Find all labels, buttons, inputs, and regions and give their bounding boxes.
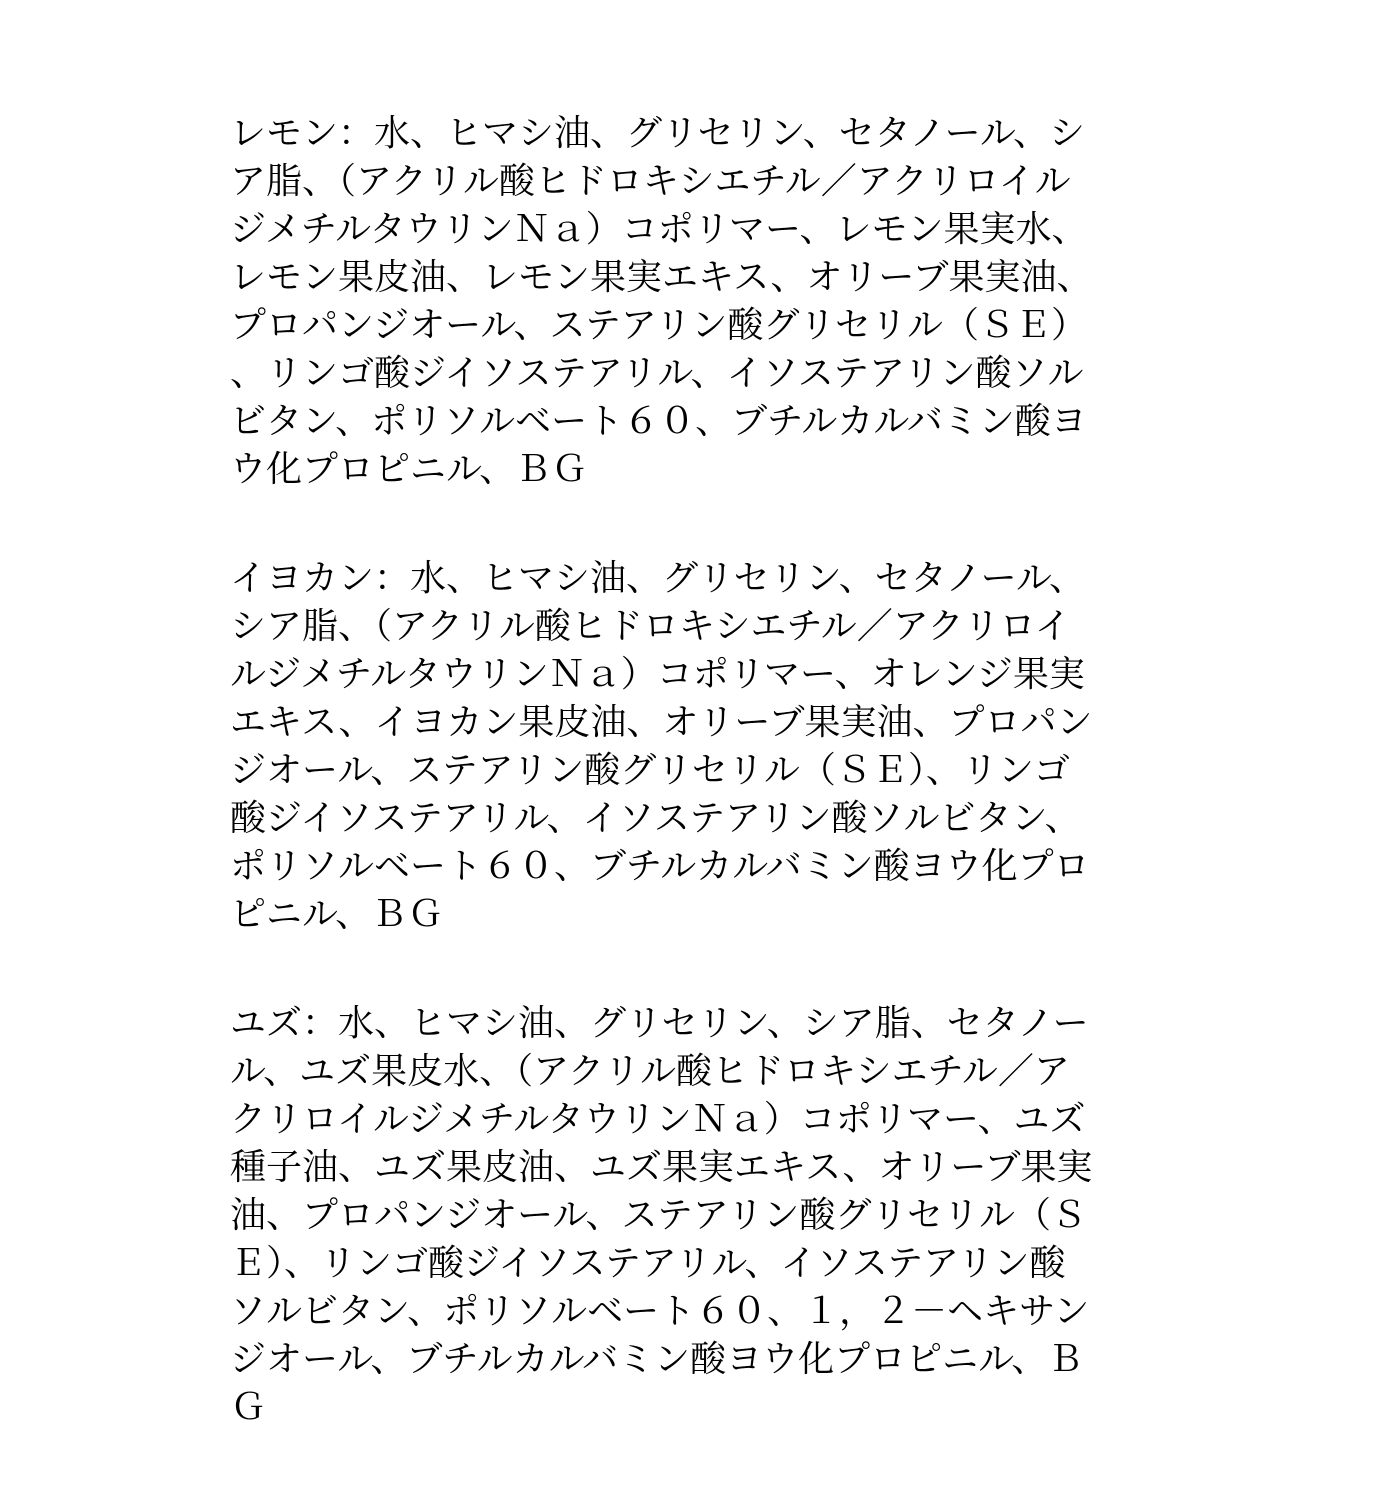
text-line: クリロイルジメチルタウリンＮａ）コポリマー、ユズ (230, 1099, 1086, 1140)
text-line: Ｅ）、リンゴ酸ジイソステアリル、イソステアリン酸 (230, 1243, 1066, 1284)
text-line: ビタン、ポリソルベート６０、ブチルカルバミン酸ヨ (230, 401, 1087, 442)
text-line: エキス、イヨカン果皮油、オリーブ果実油、プロパン (230, 702, 1093, 743)
text-line: プロパンジオール、ステアリン酸グリセリル（ＳＥ） (230, 305, 1087, 346)
text-line: レモン果皮油、レモン果実エキス、オリーブ果実油、 (230, 257, 1093, 298)
text-line: ジオール、ブチルカルバミン酸ヨウ化プロピニル、Ｂ (230, 1339, 1084, 1380)
text-line: Ｇ (230, 1387, 267, 1428)
text-line: レモン：水、ヒマシ油、グリセリン、セタノール、シ (230, 113, 1086, 154)
text-line: 酸ジイソステアリル、イソステアリン酸ソルビタン、 (230, 798, 1081, 839)
text-line: ユズ：水、ヒマシ油、グリセリン、シア脂、セタノー (230, 1003, 1089, 1044)
text-line: 、リンゴ酸ジイソステアリル、イソステアリン酸ソル (230, 353, 1084, 394)
text-line: ソルビタン、ポリソルベート６０、１，２－ヘキサン (230, 1291, 1090, 1332)
text-line: ア脂、（アクリル酸ヒドロキシエチル／アクリロイル (230, 161, 1071, 202)
text-line: ジオール、ステアリン酸グリセリル（ＳＥ）、リンゴ (230, 750, 1070, 791)
text-line: ル、ユズ果皮水、（アクリル酸ヒドロキシエチル／ア (230, 1051, 1070, 1092)
text-line: シア脂、（アクリル酸ヒドロキシエチル／アクリロイ (230, 606, 1071, 647)
yuzu-ingredients-section (230, 1000, 1170, 1432)
text-line: ルジメチルタウリンＮａ）コポリマー、オレンジ果実 (230, 654, 1085, 695)
ingredients-document (230, 110, 1170, 1493)
text-line: ピニル、ＢＧ (230, 894, 444, 935)
text-line: 油、プロパンジオール、ステアリン酸グリセリル（Ｓ (230, 1195, 1087, 1236)
text-line: イヨカン：水、ヒマシ油、グリセリン、セタノール、 (230, 558, 1086, 599)
text-line: 種子油、ユズ果皮油、ユズ果実エキス、オリーブ果実 (230, 1147, 1093, 1188)
text-line: ウ化プロピニル、ＢＧ (230, 449, 588, 490)
iyokan-ingredients-section (230, 555, 1170, 939)
lemon-ingredients-section (230, 110, 1170, 494)
text-line: ジメチルタウリンＮａ）コポリマー、レモン果実水、 (230, 209, 1088, 250)
text-line: ポリソルベート６０、ブチルカルバミン酸ヨウ化プロ (230, 846, 1090, 887)
